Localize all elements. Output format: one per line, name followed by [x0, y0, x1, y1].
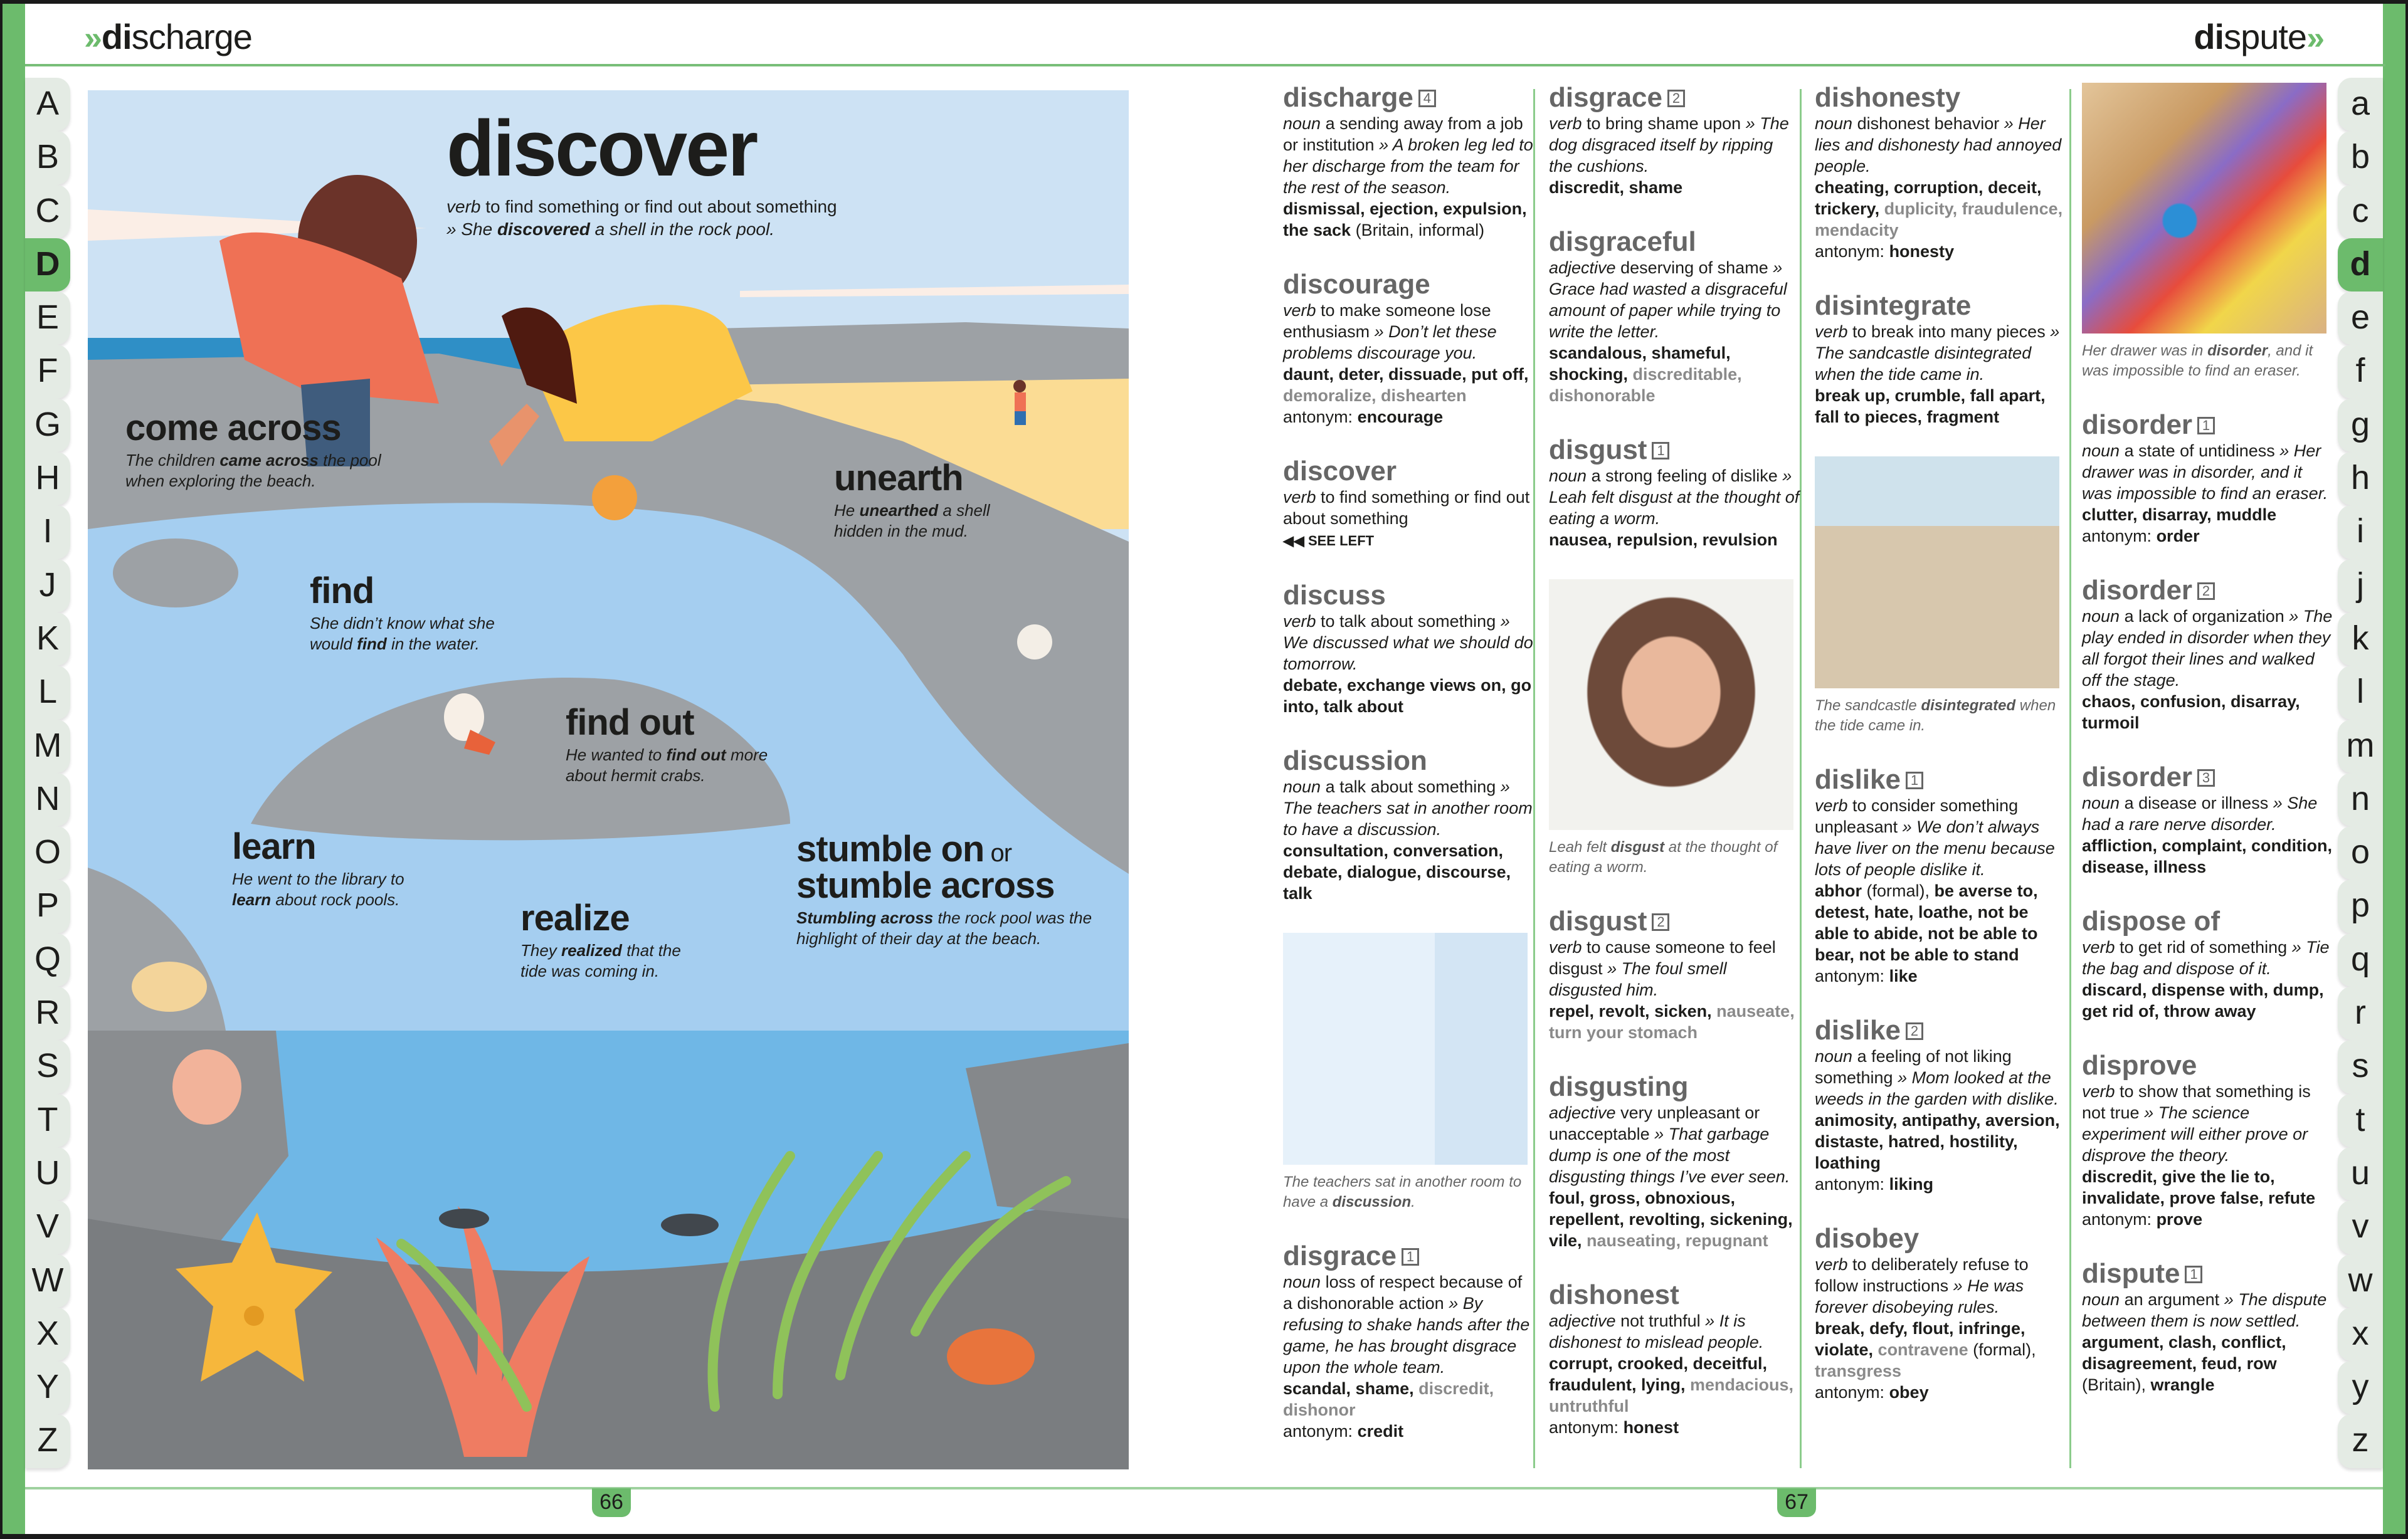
definition: to consider something unpleasant — [1815, 796, 2019, 836]
photo-caption: The teachers sat in another room to have a discussion. — [1283, 1174, 1522, 1211]
footer-rule — [25, 1487, 2383, 1489]
part-of-speech: noun — [2082, 607, 2120, 626]
sense-number-badge: 1 — [1652, 442, 1669, 460]
left-alphabet-tabs — [25, 78, 70, 1468]
part-of-speech: noun — [2082, 1290, 2120, 1309]
part-of-speech: noun — [2082, 794, 2120, 812]
tab-w[interactable]: W — [25, 1254, 70, 1308]
part-of-speech: adjective — [1549, 258, 1616, 277]
header-rule — [1207, 64, 2385, 66]
tab-p[interactable]: p — [2338, 880, 2383, 933]
part-of-speech: verb — [1283, 301, 1316, 320]
tab-h[interactable]: H — [25, 452, 70, 505]
column-divider — [1800, 89, 1802, 1468]
dictionary-entry — [1815, 291, 2066, 428]
tab-o[interactable]: o — [2338, 826, 2383, 880]
tab-m[interactable]: M — [25, 720, 70, 773]
tab-c[interactable]: c — [2338, 185, 2383, 238]
part-of-speech: verb — [1815, 322, 1848, 341]
synonyms: consultation, conversation, debate, dialogue, discourse, talk — [1283, 841, 1511, 903]
example-sentence: » Grace had wasted a disgraceful amount of paper while trying to write the letter. — [1549, 258, 1787, 341]
headword: discharge — [1283, 82, 1413, 113]
see-left-link[interactable]: ◀◀ SEE LEFT — [1283, 533, 1375, 549]
example-sentence: » The dispute between them is now settled. — [2082, 1290, 2327, 1330]
tab-v[interactable]: v — [2338, 1200, 2383, 1254]
example-sentence: » She had a rare nerve disorder. — [2082, 794, 2318, 834]
sense-number-badge: 1 — [1402, 1248, 1419, 1266]
synonyms: break up, crumble, fall apart, fall to pieces, fragment — [1815, 386, 2046, 426]
dictionary-entry — [2082, 762, 2333, 878]
example-sentence: » Don’t let these problems discourage you. — [1283, 322, 1497, 362]
definition: a disease or illness — [2120, 794, 2269, 812]
example-sentence: » He was forever disobeying rules. — [1815, 1276, 2024, 1316]
example-sentence: » Her drawer was in disorder, and it was impossible to find an eraser. — [2082, 441, 2328, 503]
photo-caption: The sandcastle disintegrated when the tide came in. — [1815, 697, 2056, 734]
part-of-speech: noun — [1283, 114, 1321, 133]
antonym: antonym: obey — [1815, 1383, 1929, 1402]
tab-a[interactable]: a — [2338, 78, 2383, 131]
sense-number-badge: 2 — [1667, 90, 1685, 107]
guide-chevron-icon: » — [84, 20, 102, 56]
illustration-definition: verb to find something or find out about something — [446, 197, 837, 216]
example-sentence: » We don’t always have liver on the menu because lots of people dislike it. — [1815, 817, 2055, 879]
part-of-speech: adjective — [1549, 1311, 1616, 1330]
definition: a lack of organization — [2120, 607, 2284, 626]
definition: deserving of shame — [1615, 258, 1768, 277]
synonyms: affliction, complaint, condition, disease, illness — [2082, 836, 2332, 876]
definition: to get rid of something — [2115, 938, 2288, 957]
part-of-speech: verb — [1283, 612, 1316, 631]
header-rule — [25, 64, 1207, 66]
part-of-speech: verb — [2082, 938, 2115, 957]
headword: disgust — [1549, 906, 1647, 937]
synonyms: repel, revolt, sicken, nauseate, turn your stomach — [1549, 1002, 1795, 1042]
synonyms: debate, exchange views on, go into, talk about — [1283, 676, 1532, 716]
tab-j[interactable]: J — [25, 559, 70, 612]
headword: disgraceful — [1549, 226, 1696, 257]
tab-t[interactable]: t — [2338, 1094, 2383, 1147]
synonyms: discredit, give the lie to, invalidate, prove false, refute — [2082, 1167, 2316, 1207]
part-of-speech: noun — [1815, 114, 1853, 133]
photo-caption: Leah felt disgust at the thought of eating a worm. — [1549, 839, 1778, 876]
antonym: antonym: credit — [1283, 1422, 1404, 1441]
tab-k[interactable]: k — [2338, 612, 2383, 666]
dictionary-entry — [1549, 227, 1800, 406]
definition: to bring shame upon — [1582, 114, 1741, 133]
headword: dishonest — [1549, 1279, 1679, 1310]
tab-g[interactable]: g — [2338, 399, 2383, 452]
sense-number-badge: 4 — [1418, 90, 1436, 107]
definition: a state of untidiness — [2120, 441, 2275, 460]
tab-c[interactable]: C — [25, 185, 70, 238]
definition: a talk about something — [1321, 777, 1496, 796]
definition: dishonest behavior — [1852, 114, 2000, 133]
sense-number-badge: 2 — [2197, 582, 2215, 600]
sense-number-badge: 2 — [1906, 1022, 1923, 1040]
dictionary-entry — [2082, 1051, 2333, 1230]
tab-a[interactable]: A — [25, 78, 70, 131]
antonym: antonym: honest — [1549, 1418, 1679, 1437]
part-of-speech: verb — [1283, 488, 1316, 507]
tab-h[interactable]: h — [2338, 452, 2383, 505]
definition: to deliberately refuse to follow instructions — [1815, 1255, 2029, 1295]
tab-q[interactable]: q — [2338, 933, 2383, 987]
antonym: antonym: order — [2082, 527, 2200, 545]
dictionary-entry — [1815, 765, 2066, 987]
tab-x[interactable]: x — [2338, 1308, 2383, 1361]
headword: discover — [1283, 456, 1397, 486]
definition: to find something or find out about something — [1283, 488, 1530, 528]
antonym: antonym: like — [1815, 967, 1918, 985]
synonyms: dismissal, ejection, expulsion, the sack (Britain, informal) — [1283, 199, 1527, 239]
discover-headword-block — [446, 104, 837, 239]
entries-column-2 — [1549, 83, 1800, 1467]
headword: dispute — [2082, 1258, 2180, 1289]
sense-number-badge: 1 — [2197, 417, 2215, 434]
synonyms: clutter, disarray, muddle — [2082, 505, 2277, 524]
synonyms: break, defy, flout, infringe, violate, contravene (formal), transgress — [1815, 1319, 2036, 1380]
tab-f[interactable]: f — [2338, 345, 2383, 398]
tab-o[interactable]: O — [25, 826, 70, 880]
label-learn: learn He went to the library to learn about rock pools. — [232, 826, 404, 909]
dictionary-entry — [1283, 83, 1534, 241]
tab-j[interactable]: j — [2338, 559, 2383, 612]
dictionary-entry — [2082, 1259, 2333, 1395]
headword: disorder — [2082, 762, 2193, 792]
tab-n[interactable]: n — [2338, 773, 2383, 826]
tab-s[interactable]: s — [2338, 1040, 2383, 1093]
definition: to make someone lose enthusiasm — [1283, 301, 1491, 341]
tab-i[interactable]: I — [25, 505, 70, 559]
tab-r[interactable]: r — [2338, 987, 2383, 1040]
headword: disprove — [2082, 1050, 2197, 1081]
dictionary-entry — [1283, 456, 1534, 552]
definition: very unpleasant or unacceptable — [1549, 1103, 1760, 1143]
tab-y[interactable]: Y — [25, 1361, 70, 1414]
part-of-speech: noun — [1815, 1047, 1853, 1066]
example-sentence: » Mom looked at the weeds in the garden with dislike. — [1815, 1068, 2059, 1108]
tab-i[interactable]: i — [2338, 505, 2383, 559]
example-sentence: » We discussed what we should do tomorrow. — [1283, 612, 1533, 673]
headword: dishonesty — [1815, 82, 1961, 113]
synonyms: discard, dispense with, dump, get rid of, throw away — [2082, 980, 2324, 1021]
dictionary-entry — [1815, 83, 2066, 262]
left-edge-bar — [3, 4, 25, 1534]
tab-l[interactable]: l — [2338, 666, 2383, 719]
tab-r[interactable]: R — [25, 987, 70, 1040]
dictionary-entry — [2082, 410, 2333, 547]
tab-t[interactable]: T — [25, 1094, 70, 1147]
dictionary-entry — [1283, 746, 1534, 904]
part-of-speech: verb — [1815, 796, 1848, 815]
synonyms: foul, gross, obnoxious, repellent, revolting, sickening, vile, nauseating, repugnant — [1549, 1189, 1793, 1250]
part-of-speech: verb — [1815, 1255, 1848, 1274]
dictionary-entry — [1549, 435, 1800, 550]
tab-k[interactable]: K — [25, 612, 70, 666]
dictionary-entry — [2082, 906, 2333, 1022]
definition: loss of respect because of a dishonorable action — [1283, 1273, 1523, 1313]
left-guide-word: »discharge — [84, 17, 252, 56]
tab-s[interactable]: S — [25, 1040, 70, 1093]
label-realize: realize They realized that the tide was coming in. — [520, 898, 681, 980]
tab-v[interactable]: V — [25, 1200, 70, 1254]
example-sentence: » By refusing to shake hands after the game, he has brought disgrace upon the whole team. — [1283, 1294, 1530, 1377]
headword: discourage — [1283, 269, 1430, 300]
sense-number-badge: 1 — [1906, 772, 1923, 789]
part-of-speech: noun — [2082, 441, 2120, 460]
part-of-speech: adjective — [1549, 1103, 1616, 1122]
antonym: antonym: liking — [1815, 1175, 1934, 1194]
synonyms: animosity, antipathy, aversion, distaste, hatred, hostility, loathing — [1815, 1111, 2060, 1172]
tab-z[interactable]: z — [2338, 1414, 2383, 1468]
entries-column-1 — [1283, 83, 1534, 1471]
part-of-speech: noun — [1283, 1273, 1321, 1291]
definition: a feeling of not liking something — [1815, 1047, 2012, 1087]
sense-number-badge: 2 — [1652, 913, 1669, 931]
sandcastle-photo — [1815, 456, 2059, 688]
dictionary-entry — [1549, 1072, 1800, 1251]
tab-d[interactable]: d — [2338, 238, 2383, 292]
headword: dislike — [1815, 764, 1901, 795]
definition: to talk about something — [1316, 612, 1496, 631]
headword: disgust — [1549, 434, 1647, 465]
synonyms: daunt, deter, dissuade, put off, demoralize, dishearten — [1283, 365, 1529, 405]
dictionary-entry — [2082, 575, 2333, 733]
antonym: antonym: prove — [2082, 1210, 2203, 1229]
definition: to cause someone to feel disgust — [1549, 938, 1776, 978]
tab-w[interactable]: w — [2338, 1254, 2383, 1308]
synonyms: scandalous, shameful, shocking, discreditable, dishonorable — [1549, 344, 1742, 405]
example-sentence: » Tie the bag and dispose of it. — [2082, 938, 2330, 978]
example-sentence: » It is dishonest to mislead people. — [1549, 1311, 1764, 1352]
dictionary-entry — [1549, 906, 1800, 1043]
part-of-speech: verb — [1549, 938, 1582, 957]
tab-y[interactable]: y — [2338, 1361, 2383, 1414]
tab-g[interactable]: G — [25, 399, 70, 452]
headword: disgrace — [1283, 1241, 1397, 1271]
tab-n[interactable]: N — [25, 773, 70, 826]
tab-q[interactable]: Q — [25, 933, 70, 987]
label-come-across: come across The children came across the pool when exploring the beach. — [125, 407, 381, 490]
sense-number-badge: 3 — [2197, 769, 2215, 787]
right-edge-bar — [2383, 4, 2405, 1534]
photo-caption: Her drawer was in disorder, and it was impossible to find an eraser. — [2082, 342, 2313, 379]
messy-drawer-photo — [2082, 83, 2326, 334]
tab-m[interactable]: m — [2338, 720, 2383, 773]
right-alphabet-tabs — [2338, 78, 2383, 1468]
headword: discuss — [1283, 580, 1386, 611]
example-sentence: » Her lies and dishonesty had annoyed people. — [1815, 114, 2062, 176]
synonyms: nausea, repulsion, revulsion — [1549, 530, 1778, 549]
synonyms: abhor (formal), be averse to, detest, hate, loathe, not be able to abide, not be able to bear, not be able to stand — [1815, 881, 2038, 964]
label-stumble-on: stumble on or stumble across Stumbling across the rock pool was the highlight of their day at the beach. — [796, 829, 1092, 948]
headword: disorder — [2082, 575, 2193, 606]
example-sentence: » The teachers sat in another room to have a discussion. — [1283, 777, 1533, 839]
tab-l[interactable]: L — [25, 666, 70, 719]
headword: disorder — [2082, 409, 2193, 440]
tab-e[interactable]: e — [2338, 292, 2383, 345]
headword: dispose of — [2082, 906, 2221, 937]
tab-u[interactable]: u — [2338, 1147, 2383, 1200]
dictionary-entry — [1815, 1016, 2066, 1195]
part-of-speech: noun — [1283, 777, 1321, 796]
headword: dislike — [1815, 1015, 1901, 1046]
column-divider — [2069, 89, 2071, 1468]
synonyms: argument, clash, conflict, disagreement, feud, row (Britain), wrangle — [2082, 1333, 2286, 1394]
entries-column-3 — [1815, 83, 2066, 1432]
synonyms: chaos, confusion, disarray, turmoil — [2082, 692, 2300, 732]
discover-illustration — [88, 90, 1129, 1469]
label-find-out: find out He wanted to find out more about hermit crabs. — [566, 702, 768, 785]
definition: an argument — [2120, 1290, 2220, 1309]
tab-x[interactable]: X — [25, 1308, 70, 1361]
label-find: find She didn’t know what she would find in the water. — [310, 570, 495, 653]
part-of-speech: noun — [1549, 466, 1587, 485]
synonyms: scandal, shame, discredit, dishonor — [1283, 1379, 1494, 1419]
guide-chevron-icon: » — [2306, 20, 2324, 56]
dictionary-entry — [1283, 1241, 1534, 1442]
tab-f[interactable]: F — [25, 345, 70, 398]
synonyms: cheating, corruption, deceit, trickery, duplicity, fraudulence, mendacity — [1815, 178, 2063, 239]
tab-b[interactable]: b — [2338, 131, 2383, 184]
tab-d[interactable]: D — [25, 238, 70, 292]
teachers-discussion-photo — [1283, 933, 1528, 1165]
dictionary-entry — [1549, 83, 1800, 198]
synonyms: discredit, shame — [1549, 178, 1683, 197]
entries-column-4 — [2082, 83, 2333, 1424]
example-sentence: » The dog disgraced itself by ripping the cushions. — [1549, 114, 1789, 176]
definition: to break into many pieces — [1847, 322, 2051, 341]
headword: discussion — [1283, 745, 1427, 776]
label-unearth: unearth He unearthed a shell hidden in the mud. — [834, 458, 990, 540]
definition: a sending away from a job or institution — [1283, 114, 1523, 154]
example-sentence: » That garbage dump is one of the most disgusting things I’ve ever seen. — [1549, 1125, 1790, 1186]
tab-b[interactable]: B — [25, 131, 70, 184]
dictionary-entry — [1549, 1280, 1800, 1438]
dictionary-entry — [1283, 580, 1534, 717]
tab-z[interactable]: Z — [25, 1414, 70, 1468]
part-of-speech: verb — [1549, 114, 1582, 133]
headword: disintegrate — [1815, 290, 1972, 321]
page-number-right: 67 — [1777, 1488, 1816, 1517]
example-sentence: » Leah felt disgust at the thought of eating a worm. — [1549, 466, 1800, 528]
dictionary-entry — [1283, 270, 1534, 428]
example-sentence: » The foul smell disgusted him. — [1549, 959, 1727, 999]
headword: disobey — [1815, 1223, 1920, 1254]
tab-u[interactable]: U — [25, 1147, 70, 1200]
sense-number-badge: 1 — [2185, 1266, 2202, 1283]
dictionary-entry — [1815, 1224, 2066, 1403]
headword: disgrace — [1549, 82, 1662, 113]
antonym: antonym: encourage — [1283, 407, 1444, 426]
definition: not truthful — [1615, 1311, 1706, 1330]
tab-p[interactable]: P — [25, 880, 70, 933]
part-of-speech: verb — [2082, 1082, 2115, 1101]
definition: a strong feeling of dislike — [1587, 466, 1778, 485]
right-guide-word: dispute» — [2194, 17, 2324, 56]
definition: to show that something is not true — [2082, 1082, 2311, 1122]
disgusted-girl-photo — [1549, 579, 1793, 830]
example-sentence: » The science experiment will either prove or disprove the theory. — [2082, 1103, 2308, 1165]
example-sentence: » The play ended in disorder when they all forgot their lines and walked off the stage. — [2082, 607, 2333, 690]
example-sentence: » A broken leg led to her discharge from the team for the rest of the season. — [1283, 135, 1533, 197]
antonym: antonym: honesty — [1815, 242, 1955, 261]
example-sentence: » The sandcastle disintegrated when the tide came in. — [1815, 322, 2060, 384]
illustration-title: discover — [446, 104, 757, 192]
illustration-example: » She discovered a shell in the rock pool. — [446, 219, 774, 239]
page-number-left: 66 — [592, 1488, 631, 1517]
tab-e[interactable]: E — [25, 292, 70, 345]
headword: disgusting — [1549, 1071, 1689, 1102]
synonyms: corrupt, crooked, deceitful, fraudulent, lying, mendacious, untruthful — [1549, 1354, 1794, 1416]
